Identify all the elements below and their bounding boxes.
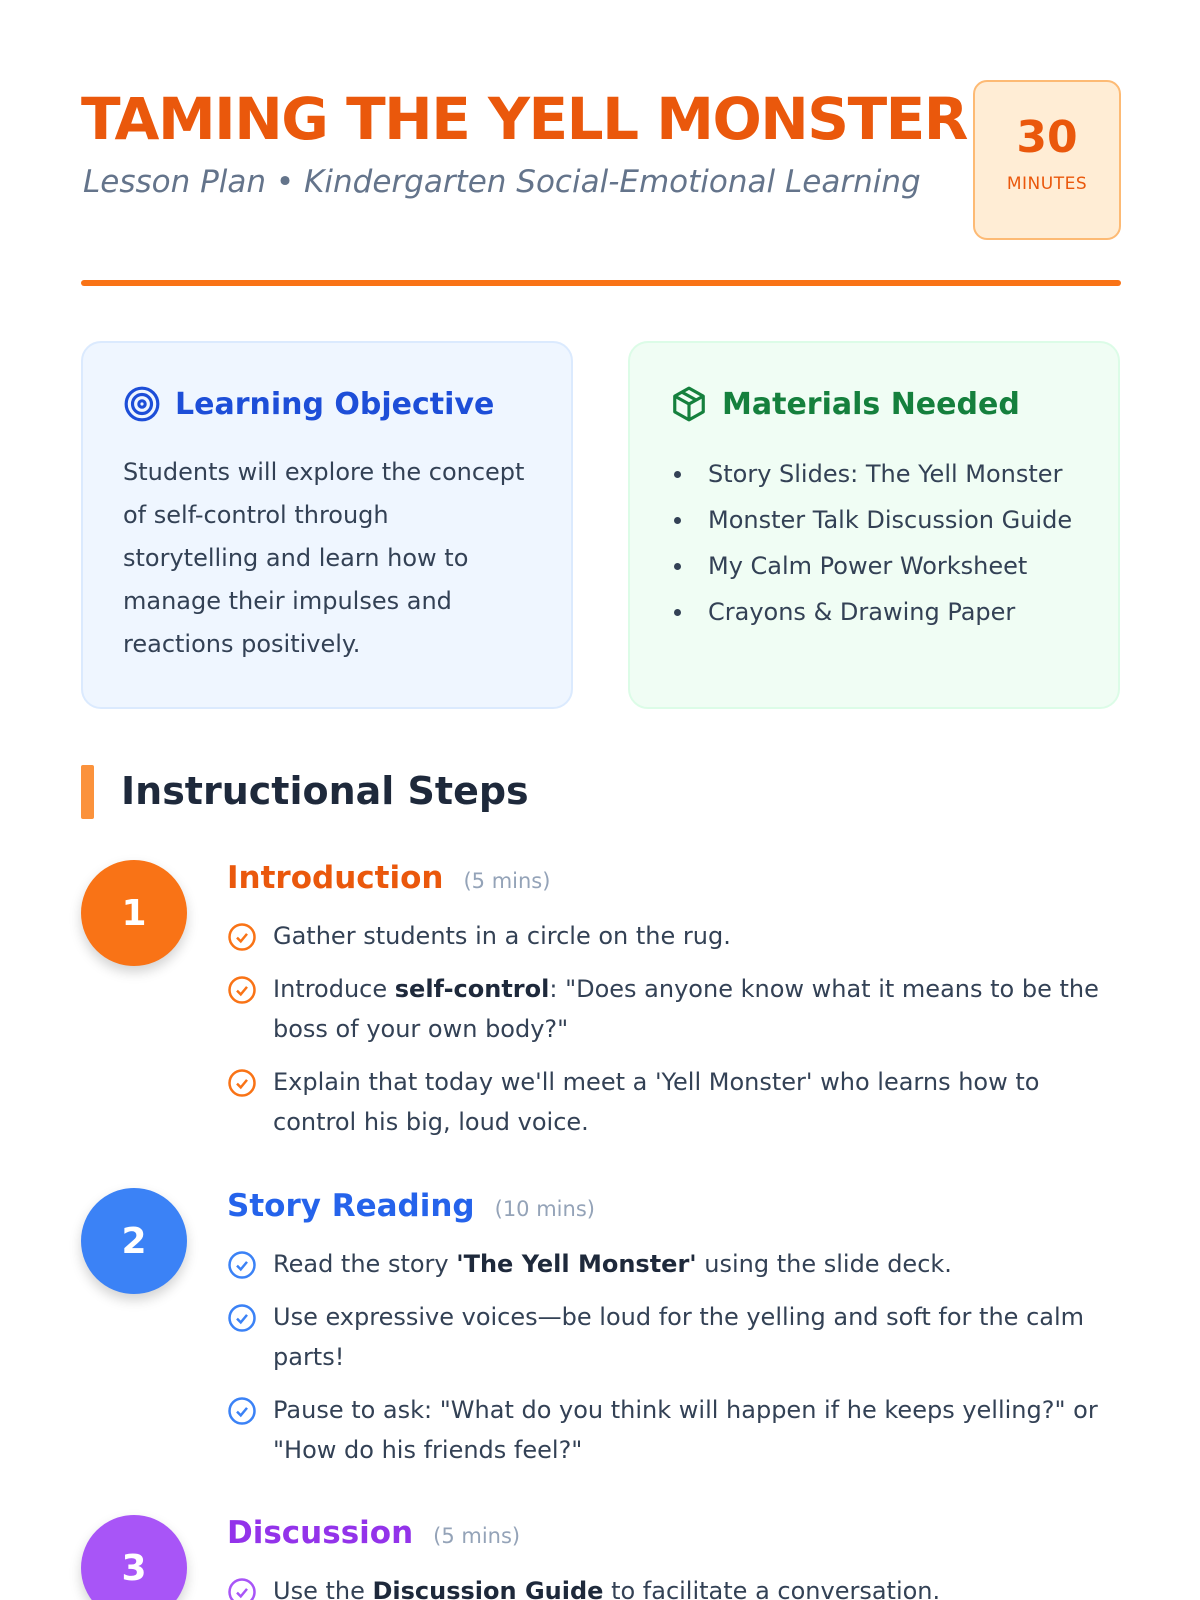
check-circle-icon (227, 1396, 257, 1426)
step-title: Story Reading (227, 1188, 475, 1224)
step-bullets (227, 916, 1127, 1142)
list-item: Explain that today we'll meet a 'Yell Monster' who learns how to control his big, loud voice. (227, 1062, 1127, 1142)
emphasis: Discussion Guide (372, 1577, 604, 1600)
step-number-badge: 2 (81, 1188, 187, 1294)
objective-text: Students will explore the concept of self-control through storytelling and learn how to manage their impulses and reactions positively. (123, 458, 525, 658)
section-title: Instructional Steps (121, 769, 529, 813)
check-circle-icon (227, 1250, 257, 1280)
step-duration: (5 mins) (463, 869, 551, 893)
check-circle-icon (227, 1303, 257, 1333)
list-item: Use expressive voices—be loud for the yelling and soft for the calm parts! (227, 1297, 1127, 1377)
header-divider (81, 280, 1121, 286)
list-item: Crayons & Drawing Paper (670, 589, 1078, 635)
materials-list (670, 451, 1078, 635)
check-circle-icon (227, 1068, 257, 1098)
objective-card (81, 341, 573, 709)
target-icon (123, 385, 161, 423)
package-icon (670, 385, 708, 423)
list-item: My Calm Power Worksheet (670, 543, 1078, 589)
duration-unit: MINUTES (1006, 174, 1088, 194)
emphasis: self-control (394, 975, 550, 1003)
materials-heading-label: Materials Needed (722, 386, 1020, 422)
objective-heading-label: Learning Objective (175, 386, 495, 422)
step-bullets (227, 1571, 1127, 1600)
objective-heading (123, 385, 531, 423)
lesson-header (81, 80, 1121, 290)
step-number-badge: 1 (81, 860, 187, 966)
list-item: Monster Talk Discussion Guide (670, 497, 1078, 543)
list-item: Read the story 'The Yell Monster' using the slide deck. (227, 1244, 1127, 1284)
step-title: Discussion (227, 1515, 414, 1551)
step-bullets (227, 1244, 1127, 1470)
emphasis: 'The Yell Monster' (456, 1250, 697, 1278)
step-duration: (5 mins) (433, 1524, 521, 1548)
duration-value: 30 (1016, 112, 1078, 163)
check-circle-icon (227, 975, 257, 1005)
materials-heading (670, 385, 1078, 423)
list-item: Story Slides: The Yell Monster (670, 451, 1078, 497)
section-accent-bar (81, 765, 94, 819)
step-title: Introduction (227, 860, 444, 896)
list-item: Gather students in a circle on the rug. (227, 916, 1127, 956)
page-subtitle: Lesson Plan • Kindergarten Social-Emotional Learning (83, 164, 921, 200)
materials-card (628, 341, 1120, 709)
duration-badge (973, 80, 1121, 240)
step-number-badge: 3 (81, 1515, 187, 1600)
list-item: Pause to ask: "What do you think will happen if he keeps yelling?" or "How do his friends feel?" (227, 1390, 1127, 1470)
list-item: Use the Discussion Guide to facilitate a conversation. (227, 1571, 1127, 1600)
check-circle-icon (227, 1577, 257, 1600)
page-title: TAMING THE YELL MONSTER (81, 85, 967, 153)
check-circle-icon (227, 922, 257, 952)
list-item: Introduce self-control: "Does anyone know what it means to be the boss of your own body?" (227, 969, 1127, 1049)
step-duration: (10 mins) (494, 1197, 595, 1221)
